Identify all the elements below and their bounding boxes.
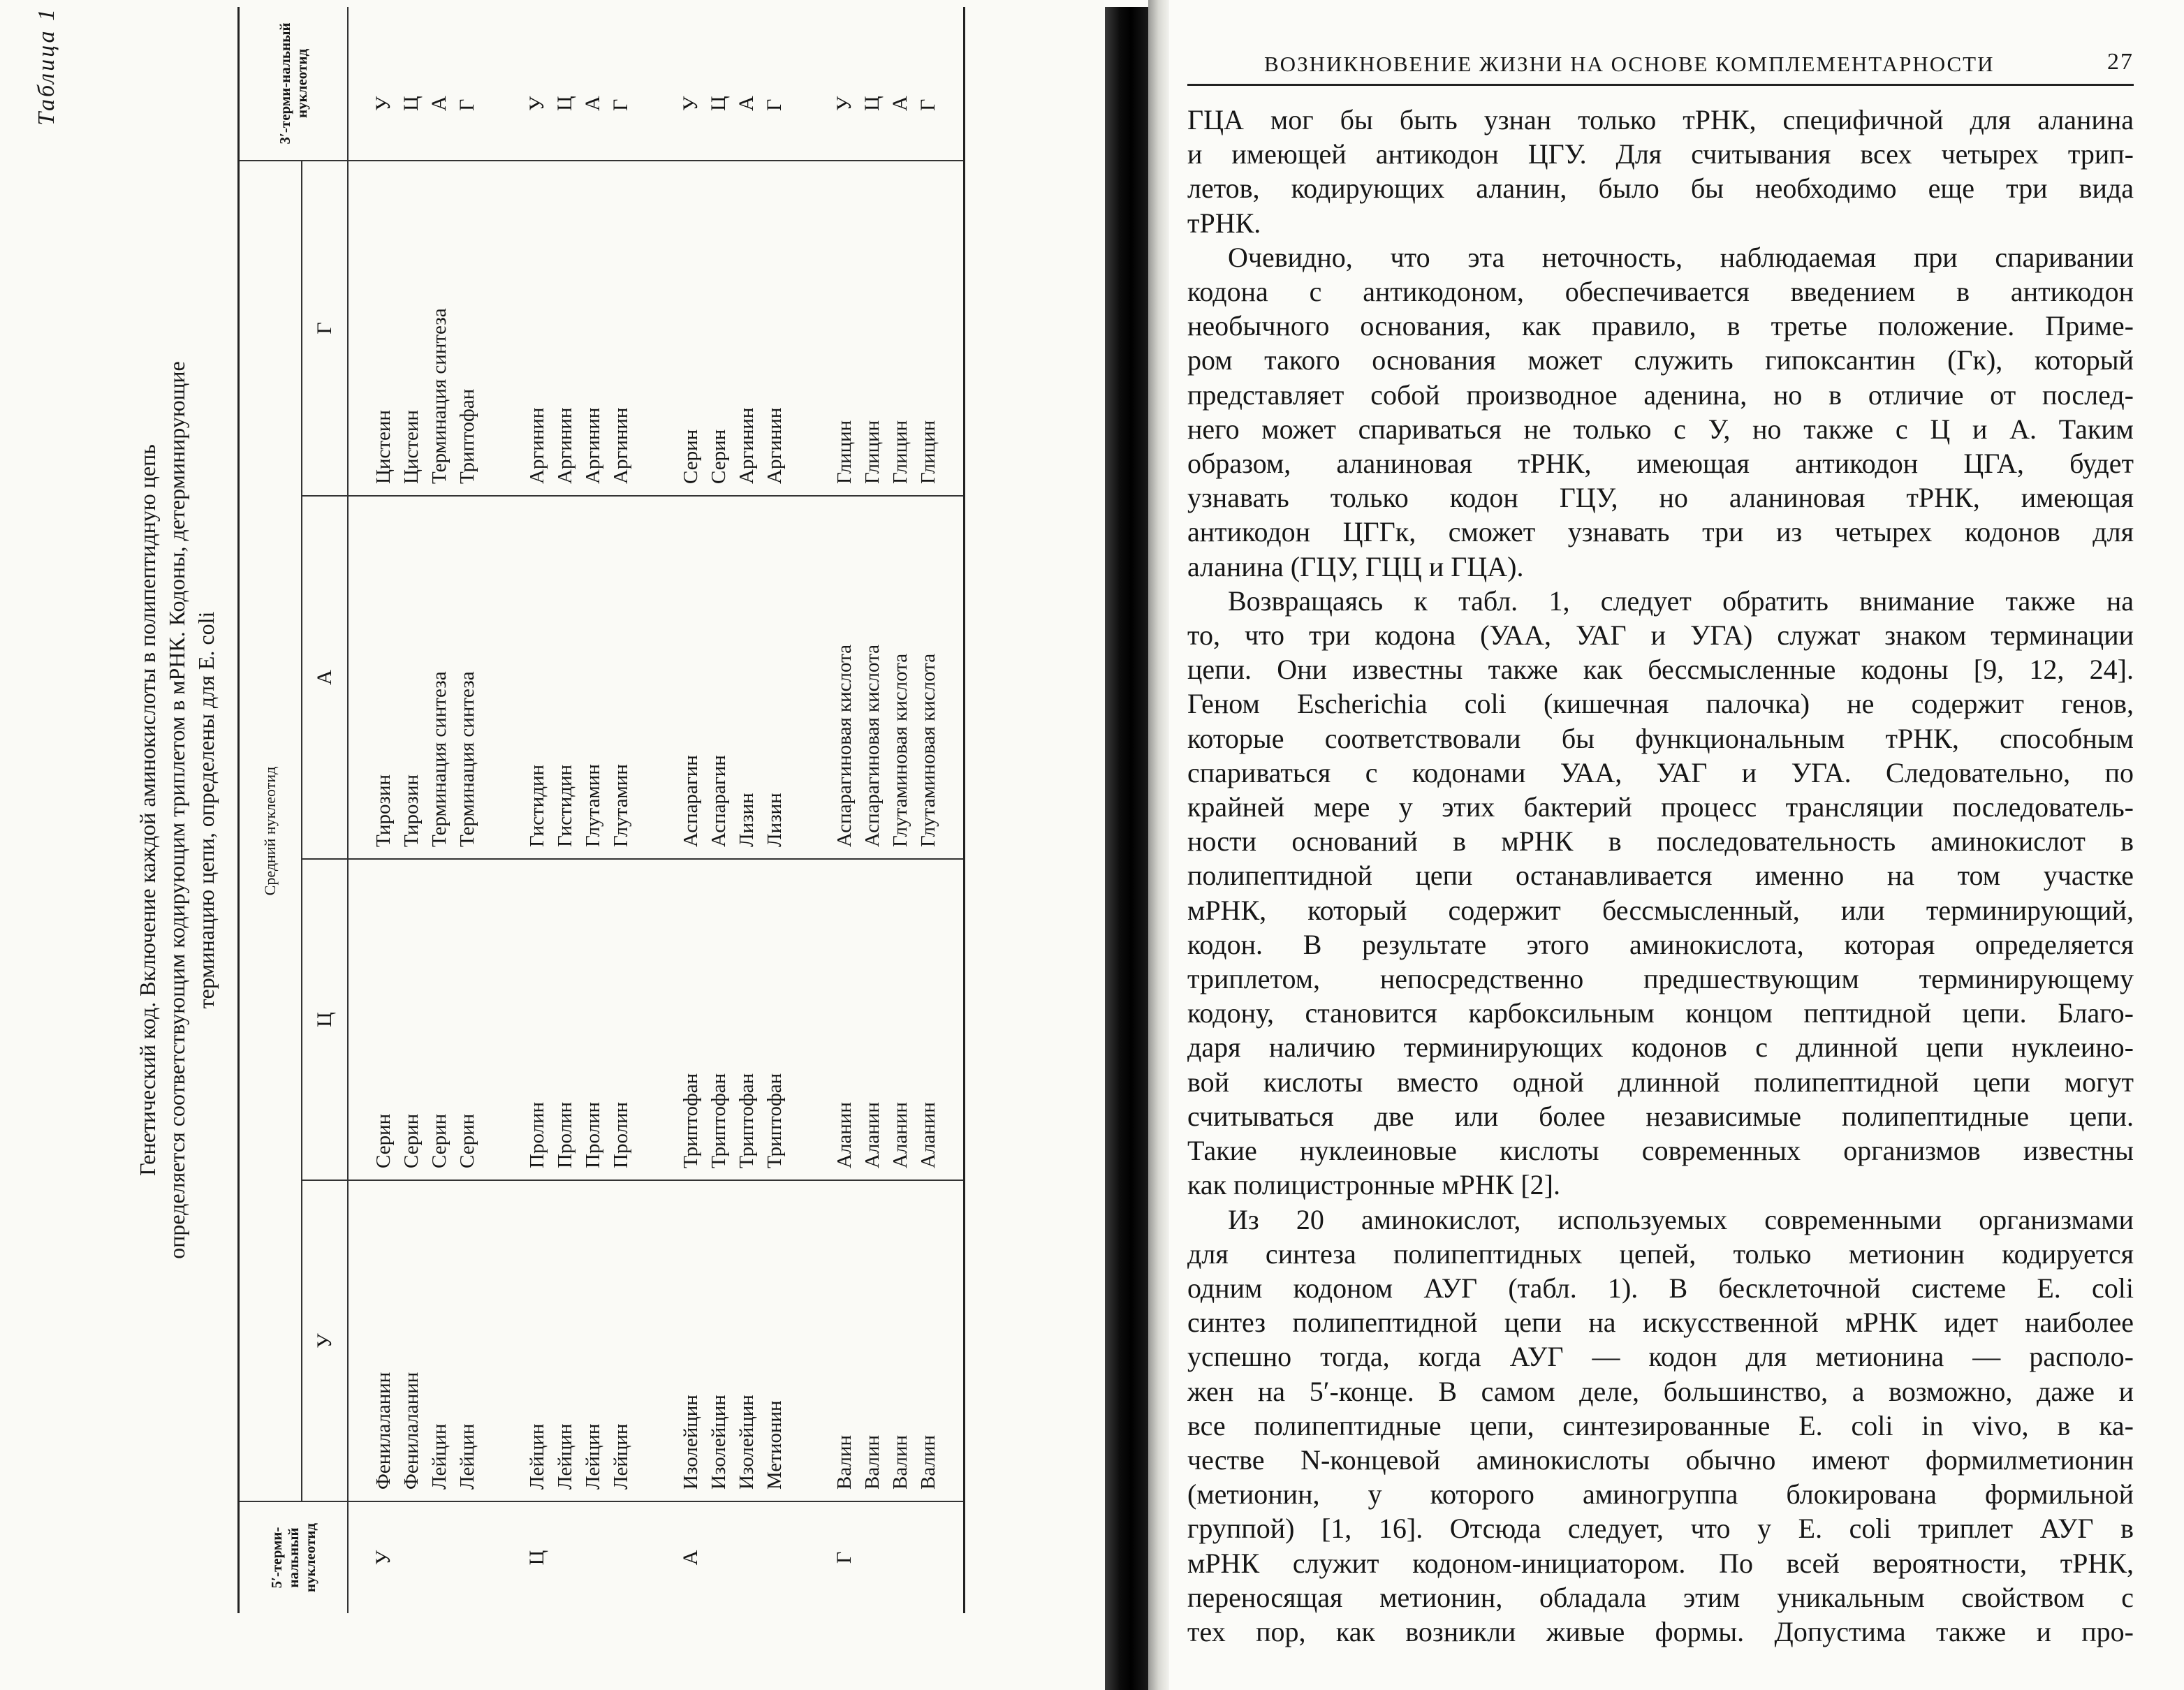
table-label: Таблица 1 bbox=[34, 7, 59, 126]
amino-acid: Аланин bbox=[917, 1102, 939, 1168]
amino-acid: Триптофан bbox=[708, 1073, 730, 1168]
three-prime-nucleotide: А bbox=[427, 96, 450, 111]
text-line: тех пор, как возникли живые формы. Допустима также и про- bbox=[1187, 1615, 2134, 1647]
amino-acid: Аспарагин bbox=[680, 755, 702, 847]
text-line: которые соответствовали бы функциональным тРНК, способным bbox=[1187, 722, 2134, 754]
amino-acid-cell bbox=[348, 496, 502, 859]
amino-acid: Глицин bbox=[833, 420, 856, 484]
amino-acid: Аргинин bbox=[526, 407, 548, 484]
amino-acid: Аргинин bbox=[582, 407, 604, 484]
amino-acid: Лейцин bbox=[582, 1423, 604, 1490]
amino-acid: Фенилаланин bbox=[400, 1372, 423, 1490]
text-line: Геном Escherichia coli (кишечная палочка) не содержит генов, bbox=[1187, 688, 2134, 720]
amino-acid: Лейцин bbox=[526, 1423, 548, 1490]
running-head bbox=[1187, 42, 2134, 86]
three-prime-nucleotide: У bbox=[679, 96, 702, 111]
text-line: как полицистронные мРНК [2]. bbox=[1187, 1169, 1561, 1201]
amino-acid: Аланин bbox=[861, 1102, 884, 1168]
three-prime-nucleotide: Г bbox=[609, 98, 632, 111]
amino-acid: Тирозин bbox=[400, 774, 423, 847]
amino-acid: Цистеин bbox=[400, 410, 423, 484]
middle-col-header: Ц bbox=[302, 859, 348, 1180]
page-number: 27 bbox=[2107, 49, 2134, 75]
amino-acid: Триптофан bbox=[680, 1073, 702, 1168]
running-head-title: ВОЗНИКНОВЕНИЕ ЖИЗНИ НА ОСНОВЕ КОМПЛЕМЕНТАРНОСТИ bbox=[1264, 52, 1995, 76]
three-prime-nucleotide: Ц bbox=[860, 96, 884, 111]
amino-acid: Аргинин bbox=[554, 407, 576, 484]
table-row bbox=[809, 7, 965, 1613]
amino-acid: Триптофан bbox=[735, 1073, 758, 1168]
amino-acid: Терминация синтеза bbox=[456, 671, 478, 847]
amino-acid: Лейцин bbox=[456, 1423, 478, 1490]
five-prime-nucleotide: А bbox=[679, 1550, 702, 1566]
text-line: тРНК. bbox=[1187, 207, 1261, 239]
text-line: переносящая метионин, обладала этим уникальным свойством с bbox=[1187, 1581, 2134, 1613]
text-line: кодону, становится карбоксильным концом пептидной цепи. Благо- bbox=[1187, 997, 2134, 1029]
amino-acid: Глутаминовая кислота bbox=[917, 653, 939, 847]
amino-acid: Валин bbox=[833, 1435, 856, 1490]
text-line: него может спариваться не только с У, но также с Ц и А. Таким bbox=[1187, 413, 2134, 445]
amino-acid: Аргинин bbox=[735, 407, 758, 484]
amino-acid: Аргинин bbox=[610, 407, 632, 484]
three-prime-nucleotide: У bbox=[833, 96, 856, 111]
amino-acid-cell bbox=[656, 1180, 809, 1501]
table-row bbox=[502, 7, 656, 1613]
text-line: успешно тогда, когда АУГ — кодон для метионина — располо- bbox=[1187, 1341, 2134, 1373]
middle-col-header: У bbox=[302, 1180, 348, 1501]
amino-acid-cell bbox=[502, 161, 656, 496]
amino-acid: Терминация синтеза bbox=[428, 671, 450, 847]
amino-acid: Метионин bbox=[763, 1400, 786, 1490]
caption-line: Генетический код. Включение каждой аминокислоты в полипептидную цепь bbox=[135, 444, 160, 1176]
amino-acid: Пролин bbox=[610, 1101, 632, 1168]
text-line: представляет собой производное аденина, но в отличие от послед- bbox=[1187, 379, 2134, 411]
three-prime-nucleotide: Г bbox=[763, 98, 786, 111]
amino-acid: Пролин bbox=[526, 1101, 548, 1168]
three-prime-nucleotide: Ц bbox=[553, 96, 576, 111]
text-line: образом, аланиновая тРНК, имеющая антикодон ЦГА, будет bbox=[1187, 448, 2134, 480]
table-row bbox=[656, 7, 809, 1613]
amino-acid-cell bbox=[502, 859, 656, 1180]
amino-acid: Валин bbox=[889, 1435, 911, 1490]
amino-acid: Фенилаланин bbox=[372, 1372, 395, 1490]
three-prime-nucleotide: А bbox=[735, 96, 758, 111]
three-prime-nucleotide: Ц bbox=[400, 96, 423, 111]
amino-acid: Аргинин bbox=[763, 407, 786, 484]
text-line: для синтеза полипептидных цепей, только метионин кодируется bbox=[1187, 1237, 2134, 1270]
amino-acid: Глицин bbox=[861, 420, 884, 484]
text-line: кодон. В результате этого аминокислота, которая определяется bbox=[1187, 928, 2134, 960]
amino-acid: Лейцин bbox=[554, 1423, 576, 1490]
text-line: цепи. Они известны также как бессмысленные кодоны [9, 12, 24]. bbox=[1187, 654, 2134, 686]
amino-acid: Аспарагиновая кислота bbox=[861, 644, 884, 847]
amino-acid-cell bbox=[502, 1180, 656, 1501]
amino-acid-cell bbox=[348, 1180, 502, 1501]
table-body bbox=[348, 7, 965, 1613]
text-line: мРНК, который содержит бессмысленный, или терминирующий, bbox=[1187, 894, 2134, 926]
five-prime-nucleotide: Ц bbox=[525, 1550, 548, 1566]
text-line: жен на 5′-конце. В самом деле, большинство, а возможно, даже и bbox=[1187, 1375, 2134, 1407]
text-line: (метионин, у которого аминогруппа блокирована формильной bbox=[1187, 1478, 2134, 1511]
amino-acid: Терминация синтеза bbox=[428, 308, 450, 484]
text-line: Из 20 аминокислот, используемых современными организмами bbox=[1228, 1203, 2134, 1235]
genetic-code-table bbox=[237, 7, 965, 1613]
three-prime-nucleotide: У bbox=[525, 96, 548, 111]
text-line: триплетом, непосредственно предшествующим терминирующему bbox=[1187, 963, 2134, 995]
amino-acid: Тирозин bbox=[372, 774, 395, 847]
amino-acid: Серин bbox=[708, 429, 730, 484]
text-line: группой) [1, 16]. Отсюда следует, что у E. coli триплет АУГ в bbox=[1187, 1513, 2134, 1545]
text-line: спариваться с кодонами УАА, УАГ и УГА. Следовательно, по bbox=[1187, 756, 2134, 788]
caption-line: терминацию цепи, определены для E. coli bbox=[193, 611, 219, 1009]
amino-acid: Глицин bbox=[917, 420, 939, 484]
text-line: Очевидно, что эта неточность, наблюдаемая при спаривании bbox=[1228, 241, 2134, 273]
text-line: аланина (ГЦУ, ГЦЦ и ГЦА). bbox=[1187, 550, 1524, 582]
three-prime-nucleotide: Г bbox=[916, 98, 939, 111]
amino-acid: Изолейцин bbox=[708, 1395, 730, 1490]
amino-acid-cell bbox=[809, 1180, 965, 1501]
text-line: честве N-концевой аминокислоты обычно имеют формилметионин bbox=[1187, 1443, 2134, 1476]
text-line: синтез полипептидной цепи на искусственной мРНК идет наиболее bbox=[1187, 1307, 2134, 1339]
amino-acid-cell bbox=[502, 496, 656, 859]
book-spine-shadow bbox=[1105, 7, 1148, 1690]
amino-acid: Триптофан bbox=[456, 388, 478, 484]
amino-acid-cell bbox=[348, 161, 502, 496]
amino-acid: Глутамин bbox=[582, 764, 604, 847]
text-line: антикодон ЦГГк, сможет узнавать три из четырех кодонов для bbox=[1187, 516, 2134, 548]
amino-acid: Серин bbox=[428, 1113, 450, 1168]
amino-acid: Серин bbox=[680, 429, 702, 484]
right-page bbox=[1187, 42, 2134, 1649]
middle-nucleotide-header: Средний нуклеотид bbox=[239, 161, 302, 1501]
amino-acid: Триптофан bbox=[763, 1073, 786, 1168]
amino-acid-cell bbox=[656, 859, 809, 1180]
five-prime-nucleotide: Г bbox=[833, 1551, 856, 1564]
amino-acid: Серин bbox=[400, 1113, 423, 1168]
amino-acid: Гистидин bbox=[554, 764, 576, 847]
table-row bbox=[348, 7, 502, 1613]
caption-line: определяется соответствующим кодирующим триплетом в мРНК. Кодоны, детерминирующие bbox=[164, 361, 189, 1259]
amino-acid: Цистеин bbox=[372, 410, 395, 484]
text-line: все полипептидные цепи, синтезированные E. coli in vivo, в ка- bbox=[1187, 1409, 2134, 1441]
three-prime-nucleotide: У bbox=[372, 96, 395, 111]
text-line: Такие нуклеиновые кислоты современных организмов известны bbox=[1187, 1135, 2134, 1167]
text-line: вой кислоты вместо одной длинной полипептидной цепи могут bbox=[1187, 1066, 2134, 1098]
amino-acid-cell bbox=[809, 496, 965, 859]
text-line: ности оснований в мРНК в последовательность аминокислот в bbox=[1187, 825, 2134, 858]
amino-acid-cell bbox=[809, 161, 965, 496]
text-line: то, что три кодона (УАА, УАГ и УГА) служат знаком терминации bbox=[1187, 619, 2134, 652]
three-prime-nucleotides bbox=[656, 7, 809, 161]
text-line: даря наличию терминирующих кодонов с длинной цепи нуклеино- bbox=[1187, 1031, 2134, 1064]
body-text bbox=[1187, 103, 2134, 1649]
three-prime-nucleotide: Ц bbox=[707, 96, 730, 111]
amino-acid: Глутаминовая кислота bbox=[889, 653, 911, 847]
amino-acid: Аланин bbox=[889, 1102, 911, 1168]
text-line: одним кодоном АУГ (табл. 1). В бесклеточной системе E. coli bbox=[1187, 1272, 2134, 1304]
amino-acid: Аспарагиновая кислота bbox=[833, 644, 856, 847]
amino-acid: Серин bbox=[456, 1113, 478, 1168]
text-line: необычного основания, как правило, в третье положение. Приме- bbox=[1187, 310, 2134, 342]
amino-acid: Гистидин bbox=[526, 764, 548, 847]
amino-acid: Валин bbox=[917, 1435, 939, 1490]
text-line: узнавать только кодон ГЦУ, но аланиновая тРНК, имеющая bbox=[1187, 482, 2134, 514]
middle-col-header: А bbox=[302, 496, 348, 859]
amino-acid: Лизин bbox=[763, 793, 786, 847]
table-caption bbox=[133, 7, 221, 1613]
text-line: кодона с антикодоном, обеспечивается введением в антикодон bbox=[1187, 276, 2134, 308]
text-line: считываться две или более независимые полипептидные цепи. bbox=[1187, 1100, 2134, 1132]
amino-acid: Лизин bbox=[735, 793, 758, 847]
amino-acid-cell bbox=[656, 161, 809, 496]
text-line: и имеющей антикодон ЦГУ. Для считывания всех четырех трип- bbox=[1187, 138, 2134, 170]
amino-acid: Изолейцин bbox=[735, 1395, 758, 1490]
three-prime-header: 3′-терми-нальный нуклеотид bbox=[239, 7, 349, 161]
amino-acid: Аланин bbox=[833, 1102, 856, 1168]
middle-col-header: Г bbox=[302, 161, 348, 496]
three-prime-nucleotides bbox=[348, 7, 502, 161]
amino-acid-cell bbox=[348, 859, 502, 1180]
three-prime-nucleotide: А bbox=[888, 96, 911, 111]
amino-acid: Лейцин bbox=[428, 1423, 450, 1490]
amino-acid: Глутамин bbox=[610, 764, 632, 847]
text-line: ГЦА мог бы быть узнан только тРНК, специфичной для аланина bbox=[1187, 104, 2134, 135]
text-line: Возвращаясь к табл. 1, следует обратить внимание также на bbox=[1228, 585, 2134, 617]
three-prime-nucleotides bbox=[809, 7, 965, 161]
three-prime-nucleotides bbox=[502, 7, 656, 161]
amino-acid: Серин bbox=[372, 1113, 395, 1168]
text-line: мРНК служит кодоном-инициатором. По всей вероятности, тРНК, bbox=[1187, 1547, 2134, 1579]
text-line: крайней мере у этих бактерий процесс трансляции последователь- bbox=[1187, 791, 2134, 823]
three-prime-nucleotide: А bbox=[581, 96, 604, 111]
three-prime-nucleotide: Г bbox=[455, 98, 478, 111]
text-line: летов, кодирующих аланин, было бы необходимо еще три вида bbox=[1187, 172, 2134, 205]
five-prime-header: 5′-терми-нальный нуклеотид bbox=[239, 1501, 349, 1613]
amino-acid: Глицин bbox=[889, 420, 911, 484]
amino-acid: Пролин bbox=[554, 1101, 576, 1168]
text-line: ром такого основания может служить гипоксантин (Гк), который bbox=[1187, 344, 2134, 376]
text-line: полипептидной цепи останавливается именно на том участке bbox=[1187, 860, 2134, 892]
amino-acid: Лейцин bbox=[610, 1423, 632, 1490]
amino-acid: Валин bbox=[861, 1435, 884, 1490]
amino-acid: Аспарагин bbox=[708, 755, 730, 847]
amino-acid: Пролин bbox=[582, 1101, 604, 1168]
five-prime-nucleotide: У bbox=[372, 1550, 395, 1566]
page-edge-shadow bbox=[1148, 0, 1169, 1690]
amino-acid-cell bbox=[656, 496, 809, 859]
amino-acid: Изолейцин bbox=[680, 1395, 702, 1490]
rotated-table-block bbox=[28, 7, 1076, 1613]
amino-acid-cell bbox=[809, 859, 965, 1180]
